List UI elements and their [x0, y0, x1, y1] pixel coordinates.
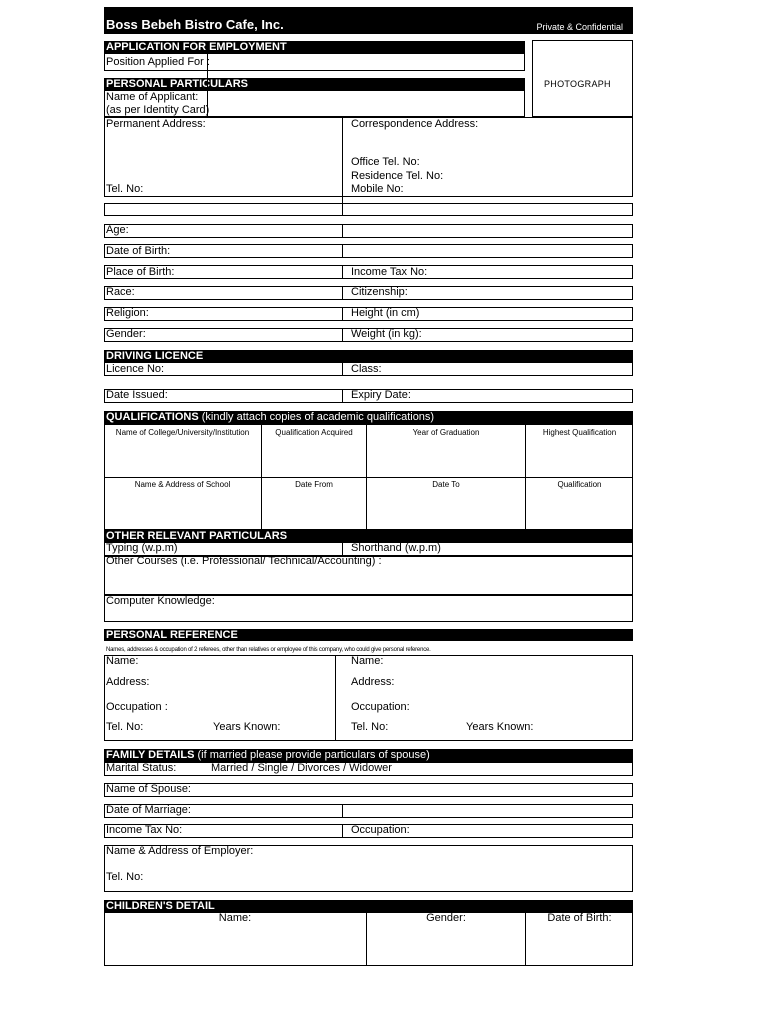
- divider: [342, 286, 343, 300]
- residence-tel-label: Residence Tel. No:: [351, 170, 444, 182]
- divider: [104, 477, 633, 478]
- ref1-tel-label: Tel. No:: [106, 721, 144, 733]
- height-label: Height (in cm): [351, 307, 420, 319]
- other-heading: OTHER RELEVANT PARTICULARS: [104, 530, 633, 542]
- divider: [261, 424, 262, 530]
- reference-heading: PERSONAL REFERENCE: [104, 629, 633, 641]
- family-title: FAMILY DETAILS: [106, 749, 195, 761]
- licence-heading: DRIVING LICENCE: [104, 350, 633, 362]
- divider: [342, 307, 343, 321]
- income-tax-label: Income Tax No:: [351, 266, 428, 278]
- ref1-years-known-label: Years Known:: [213, 721, 281, 733]
- divider: [342, 244, 343, 258]
- qualification-acquired-header: Qualification Acquired: [275, 428, 353, 437]
- date-from-header: Date From: [295, 480, 333, 489]
- divider: [342, 389, 343, 403]
- qualification-header: Qualification: [557, 480, 602, 489]
- office-tel-label: Office Tel. No:: [351, 156, 420, 168]
- divider: [525, 424, 526, 530]
- college-header: Name of College/University/Institution: [115, 428, 250, 437]
- confidential-label: Private & Confidential: [536, 22, 623, 32]
- expiry-date-label: Expiry Date:: [351, 389, 411, 401]
- family-heading: [104, 749, 633, 762]
- computer-knowledge-label: Computer Knowledge:: [106, 595, 215, 607]
- photograph-label: PHOTOGRAPH: [544, 79, 611, 89]
- age-row[interactable]: [104, 224, 633, 238]
- mobile-label: Mobile No:: [351, 183, 404, 195]
- divider: [342, 265, 343, 279]
- correspondence-address-label: Correspondence Address:: [351, 118, 479, 130]
- ref1-name-label: Name:: [106, 655, 139, 667]
- divider: [342, 824, 343, 838]
- divider: [342, 542, 343, 556]
- marital-status-label: Marital Status:: [106, 762, 177, 774]
- application-heading: APPLICATION FOR EMPLOYMENT: [104, 41, 525, 53]
- ref2-address-label: Address:: [351, 676, 395, 688]
- school-header: Name & Address of School: [134, 480, 231, 489]
- citizenship-label: Citizenship:: [351, 286, 408, 298]
- ref1-address-label: Address:: [106, 676, 150, 688]
- divider: [342, 328, 343, 342]
- permanent-address-label: Permanent Address:: [106, 118, 206, 130]
- position-applied-label: Position Applied For :: [106, 56, 210, 68]
- ref2-name-label: Name:: [351, 655, 384, 667]
- tel-label: Tel. No:: [106, 183, 144, 195]
- date-issued-label: Date Issued:: [106, 389, 168, 401]
- marital-options: Married / Single / Divorces / Widower: [211, 762, 392, 774]
- spouse-occupation-label: Occupation:: [351, 824, 410, 836]
- race-label: Race:: [106, 286, 135, 298]
- dob-row[interactable]: [104, 244, 633, 258]
- religion-label: Religion:: [106, 307, 149, 319]
- marriage-date-label: Date of Marriage:: [106, 804, 191, 816]
- divider: [335, 655, 336, 741]
- dob-label: Date of Birth:: [106, 245, 171, 257]
- child-dob-header: Date of Birth:: [547, 912, 612, 924]
- divider: [342, 197, 343, 216]
- applicant-name-label: Name of Applicant:: [106, 91, 199, 103]
- shorthand-label: Shorthand (w.p.m): [351, 542, 441, 554]
- licence-no-label: Licence No:: [106, 363, 165, 375]
- highest-qualification-header: Highest Qualification: [542, 428, 617, 437]
- spouse-income-tax-label: Income Tax No:: [106, 824, 183, 836]
- year-of-graduation-header: Year of Graduation: [412, 428, 480, 437]
- gender-label: Gender:: [106, 328, 146, 340]
- ref1-occupation-label: Occupation :: [106, 701, 168, 713]
- qualifications-heading: [104, 411, 633, 424]
- divider: [342, 362, 343, 376]
- date-to-header: Date To: [432, 480, 460, 489]
- ref2-years-known-label: Years Known:: [466, 721, 534, 733]
- employer-label: Name & Address of Employer:: [106, 845, 254, 857]
- children-heading: CHILDREN'S DETAIL: [104, 900, 633, 912]
- divider: [342, 117, 343, 197]
- age-label: Age:: [106, 224, 129, 236]
- blank-row[interactable]: [104, 203, 633, 216]
- divider: [366, 424, 367, 530]
- divider: [342, 804, 343, 818]
- pob-label: Place of Birth:: [106, 266, 175, 278]
- ref2-tel-label: Tel. No:: [351, 721, 389, 733]
- other-courses-label: Other Courses (i.e. Professional/ Technical/Accounting) :: [106, 555, 382, 567]
- child-name-header: Name:: [218, 912, 252, 924]
- divider: [207, 53, 208, 117]
- divider: [342, 224, 343, 238]
- qualifications-note: (kindly attach copies of academic qualifications): [201, 411, 435, 423]
- personal-heading: PERSONAL PARTICULARS: [104, 78, 525, 90]
- ref2-occupation-label: Occupation:: [351, 701, 410, 713]
- company-name: Boss Bebeh Bistro Cafe, Inc.: [106, 17, 284, 32]
- child-gender-header: Gender:: [426, 912, 466, 924]
- applicant-name-note: (as per Identity Card): [106, 104, 210, 116]
- weight-label: Weight (in kg):: [351, 328, 422, 340]
- employer-tel-label: Tel. No:: [106, 871, 144, 883]
- qualifications-title: QUALIFICATIONS: [106, 411, 199, 423]
- class-label: Class:: [351, 363, 382, 375]
- spouse-name-label: Name of Spouse:: [106, 783, 191, 795]
- typing-label: Typing (w.p.m): [106, 542, 178, 554]
- company-header: [104, 7, 633, 34]
- reference-note: Names, addresses & occupation of 2 referees, other than relatives or employee of this company, who could give personal reference.: [106, 647, 431, 653]
- family-note: (if married please provide particulars of spouse): [197, 749, 430, 761]
